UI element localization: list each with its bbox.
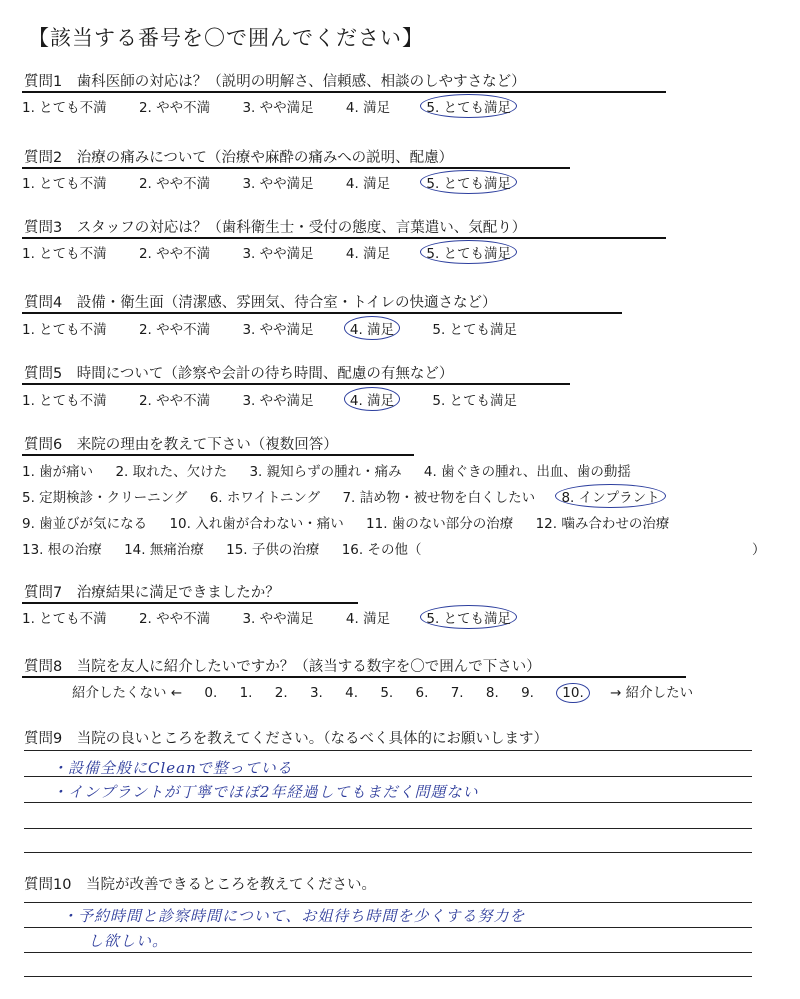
answer-line [24,927,752,928]
question-8-label: 質問8 当院を友人に紹介したいですか？（該当する数字を〇で囲んで下さい） [24,659,541,675]
option[interactable]: 5. 定期検診・クリーニング [22,490,188,506]
scale-value[interactable]: 2. [274,685,288,701]
question-10-label: 質問10 当院が改善できるところを教えてください。 [24,877,376,893]
option[interactable]: 3. 親知らずの腫れ・痛み [249,464,402,480]
option[interactable]: 2. やや不満 [138,393,211,409]
option[interactable]: 2. やや不満 [138,176,211,192]
option[interactable]: 3. やや満足 [242,176,314,192]
option[interactable]: 1. 歯が痛い [22,464,94,480]
scale-value[interactable]: 9. [521,685,534,701]
option[interactable]: 15. 子供の治療 [226,542,320,558]
option[interactable]: 4. 満足 [345,246,391,262]
question-9-label: 質問9 当院の良いところを教えてください。（なるべく具体的にお願いします） [24,731,548,747]
option[interactable]: 9. 歯並びが気になる [22,516,148,532]
question-5-label: 質問5 時間について（診察や会計の待ち時間、配慮の有無など） [24,366,454,382]
option-selected[interactable]: 4. 満足 [344,316,400,340]
question-1-options [22,96,545,116]
option[interactable]: 4. 歯ぐきの腫れ、出血、歯の動揺 [423,464,631,480]
answer-line [24,802,752,803]
option-selected[interactable]: 8. インプラント [555,484,665,508]
option[interactable]: 1. とても不満 [22,176,107,192]
question-5-options [22,389,545,409]
question-7-options [22,607,545,627]
option[interactable]: 3. やや満足 [242,393,314,409]
scale-right-label: → 紹介したい [610,685,694,701]
handwritten-answer-10-line-1[interactable]: ・予約時間と診察時間について、お姐待ち時間を少くする努力を [62,907,526,925]
question-7-label: 質問7 治療結果に満足できましたか？ [24,585,280,601]
answer-line [24,750,752,751]
option-other-close: ） [752,542,766,558]
option-selected[interactable]: 5. とても満足 [420,170,517,194]
option[interactable]: 5. とても満足 [432,322,518,338]
option-selected[interactable]: 4. 満足 [344,387,400,411]
scale-value[interactable]: 5. [380,685,394,701]
scale-value[interactable]: 3. [309,685,323,701]
option[interactable]: 13. 根の治療 [22,542,102,558]
question-4-underline [22,312,622,314]
option[interactable]: 3. やや満足 [242,100,314,116]
option-selected[interactable]: 5. とても満足 [420,240,517,264]
option[interactable]: 3. やや満足 [242,322,314,338]
option[interactable]: 1. とても不満 [22,100,107,116]
scale-value[interactable]: 4. [345,685,359,701]
option[interactable]: 2. やや不満 [138,611,211,627]
option-selected[interactable]: 5. とても満足 [420,605,517,629]
option[interactable]: 6. ホワイトニング [209,490,321,506]
question-1-underline [22,91,666,93]
question-4-options [22,318,545,338]
option[interactable]: 1. とても不満 [22,393,107,409]
scale-value[interactable]: 1. [239,685,253,701]
option-other[interactable]: 16. その他（ [341,542,422,558]
option[interactable]: 2. やや不満 [138,100,211,116]
question-2-underline [22,167,570,169]
question-6-label: 質問6 来院の理由を教えて下さい（複数回答） [24,437,338,453]
answer-line [24,976,752,977]
option[interactable]: 3. やや満足 [242,246,314,262]
question-2-options [22,172,545,192]
option[interactable]: 4. 満足 [345,611,391,627]
scale-value[interactable]: 8. [485,685,499,701]
scale-value[interactable]: 6. [415,685,429,701]
option[interactable]: 4. 満足 [345,176,391,192]
answer-line [24,852,752,853]
handwritten-answer-9-line-2[interactable]: ・インプラントが丁寧でほぼ2年経過してもまだく問題ない [52,783,479,801]
option[interactable]: 1. とても不満 [22,322,107,338]
scale-value-selected[interactable]: 10. [556,683,589,703]
answer-line [24,828,752,829]
option[interactable]: 2. 取れた、欠けた [115,464,228,480]
question-4-label: 質問4 設備・衛生面（清潔感、雰囲気、待合室・トイレの快適さなど） [24,295,497,311]
option[interactable]: 7. 詰め物・被せ物を白くしたい [342,490,536,506]
option[interactable]: 2. やや不満 [138,246,211,262]
page-title: 【該当する番号を〇で囲んでください】 [28,26,424,50]
answer-line [24,902,752,903]
option[interactable]: 14. 無痛治療 [124,542,204,558]
option[interactable]: 1. とても不満 [22,611,107,627]
option[interactable]: 4. 満足 [345,100,391,116]
question-1-label: 質問1 歯科医師の対応は？（説明の明解さ、信頼感、相談のしやすさなど） [24,74,526,90]
question-3-underline [22,237,666,239]
option-selected[interactable]: 5. とても満足 [420,94,517,118]
question-2-label: 質問2 治療の痛みについて（治療や麻酔の痛みへの説明、配慮） [24,150,454,166]
option[interactable]: 3. やや満足 [242,611,314,627]
recommend-scale [72,681,693,701]
question-6-row-4 [22,538,439,558]
handwritten-answer-9-line-1[interactable]: ・設備全般にCleanで整っている [52,759,293,777]
question-8-underline [22,676,686,678]
question-5-underline [22,383,570,385]
question-6-underline [22,454,414,456]
answer-line [24,952,752,953]
question-3-options [22,242,545,262]
handwritten-answer-10-line-2[interactable]: し欲しい。 [88,932,169,950]
question-6-row-1 [22,460,649,480]
scale-value[interactable]: 0. [204,685,218,701]
scale-left-label: 紹介したくない ← [72,685,183,701]
option[interactable]: 11. 歯のない部分の治療 [366,516,514,532]
scale-value[interactable]: 7. [450,685,464,701]
option[interactable]: 12. 噛み合わせの治療 [535,516,670,532]
question-7-underline [22,602,358,604]
option[interactable]: 1. とても不満 [22,246,107,262]
question-6-row-3 [22,512,687,532]
question-3-label: 質問3 スタッフの対応は？（歯科衛生士・受付の態度、言葉遣い、気配り） [24,220,527,236]
option[interactable]: 5. とても満足 [432,393,518,409]
option[interactable]: 10. 入れ歯が合わない・痛い [169,516,344,532]
option[interactable]: 2. やや不満 [138,322,211,338]
question-6-row-2 [22,486,684,506]
